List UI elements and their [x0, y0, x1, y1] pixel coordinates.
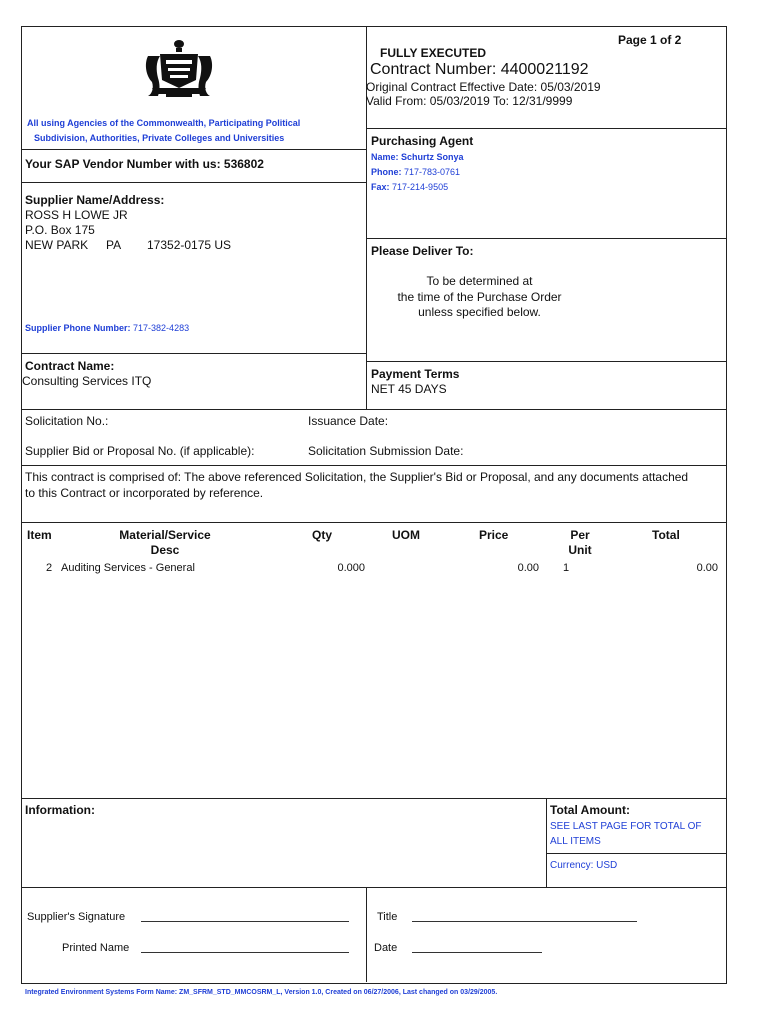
agencies-text: All using Agencies of the Commonwealth, Participating Political [27, 118, 301, 128]
agent-fax-value: 717-214-9505 [392, 182, 449, 192]
deliver-label: Please Deliver To: [371, 244, 474, 258]
row-per: 1 [563, 562, 570, 574]
vendor-number: Your SAP Vendor Number with us: 536802 [25, 157, 264, 171]
supplier-phone-label: Supplier Phone Number: [25, 323, 131, 333]
supplier-label: Supplier Name/Address: [25, 193, 165, 207]
payment-terms-value: NET 45 DAYS [371, 382, 447, 396]
supplier-name: ROSS H LOWE JR [25, 208, 128, 222]
date-label: Date [374, 942, 398, 954]
supplier-zip: 17352-0175 US [147, 238, 232, 252]
page-number: Page 1 of 2 [618, 33, 682, 47]
divider [22, 182, 367, 183]
col-total: Total [652, 528, 680, 542]
agent-phone-value: 717-783-0761 [404, 167, 461, 177]
agent-name [371, 152, 464, 162]
payment-terms-label: Payment Terms [371, 367, 460, 381]
total-amount-label: Total Amount: [550, 803, 630, 817]
row-price: 0.00 [517, 562, 539, 574]
divider [546, 798, 547, 888]
currency: Currency: USD [550, 860, 618, 871]
divider [367, 128, 726, 129]
row-desc: Auditing Services - General [61, 562, 195, 574]
col-per-line2: Unit [568, 543, 592, 557]
agent-name-label: Name: [371, 152, 399, 162]
row-item: 2 [46, 562, 53, 574]
bid-proposal-no: Supplier Bid or Proposal No. (if applicable): [25, 444, 255, 458]
contract-name-value: Consulting Services ITQ [22, 374, 152, 388]
row-total: 0.00 [696, 562, 718, 574]
contract-composition: This contract is comprised of: The above referenced Solicitation, the Supplier's Bid or Proposal, and any documents attached [25, 470, 689, 484]
supplier-phone-value: 717-382-4283 [133, 323, 190, 333]
title-field[interactable] [412, 921, 637, 922]
col-desc [100, 528, 230, 558]
contract-composition: to this Contract or incorporated by reference. [25, 486, 264, 500]
divider [366, 887, 367, 982]
agent-phone [371, 167, 460, 177]
supplier-phone [25, 323, 189, 333]
valid-range: Valid From: 05/03/2019 To: 12/31/9999 [366, 94, 573, 108]
divider [367, 238, 726, 239]
agent-fax [371, 182, 448, 192]
supplier-signature-field[interactable] [141, 921, 349, 922]
divider [22, 887, 726, 888]
supplier-signature-label: Supplier's Signature [27, 911, 126, 923]
deliver-line: To be determined at [426, 274, 533, 288]
title-label: Title [377, 911, 398, 923]
printed-name-label: Printed Name [62, 942, 130, 954]
printed-name-field[interactable] [141, 952, 349, 953]
col-per-line1: Per [570, 528, 590, 542]
divider [22, 409, 726, 410]
table-row [22, 562, 726, 578]
col-uom: UOM [392, 528, 420, 542]
form-footer: Integrated Environment Systems Form Name: ZM_SFRM_STD_MMCOSRM_L, Version 1.0, Created on 06/27/2006, Last changed on 03/29/2005. [25, 989, 498, 996]
col-per-unit [560, 528, 600, 558]
date-field[interactable] [412, 952, 542, 953]
deliver-line: unless specified below. [418, 305, 541, 319]
divider [22, 149, 367, 150]
contract-status: FULLY EXECUTED [380, 46, 487, 60]
issuance-date: Issuance Date: [308, 414, 389, 428]
supplier-box: P.O. Box 175 [25, 223, 95, 237]
row-qty: 0.000 [337, 562, 365, 574]
agent-phone-label: Phone: [371, 167, 402, 177]
divider [22, 798, 726, 799]
divider [22, 353, 367, 354]
agent-fax-label: Fax: [371, 182, 390, 192]
effective-date: Original Contract Effective Date: 05/03/2019 [366, 80, 601, 94]
deliver-line: the time of the Purchase Order [397, 290, 562, 304]
contract-name-label: Contract Name: [25, 359, 115, 373]
supplier-state: PA [106, 238, 122, 252]
submission-date: Solicitation Submission Date: [308, 444, 464, 458]
supplier-city: NEW PARK [25, 238, 89, 252]
total-amount-note: SEE LAST PAGE FOR TOTAL OF [550, 821, 702, 832]
col-desc-line2: Desc [150, 543, 180, 557]
total-amount-note: ALL ITEMS [550, 836, 601, 847]
purchasing-agent-label: Purchasing Agent [371, 134, 474, 148]
agencies-text: Subdivision, Authorities, Private Colleges and Universities [34, 133, 285, 143]
divider [22, 465, 726, 466]
divider [547, 853, 726, 854]
commonwealth-seal [138, 36, 220, 100]
information-label: Information: [25, 803, 95, 817]
divider [367, 361, 726, 362]
col-desc-line1: Material/Service [119, 528, 211, 542]
col-price: Price [479, 528, 509, 542]
contract-number: Contract Number: 4400021192 [370, 61, 589, 78]
solicitation-no: Solicitation No.: [25, 414, 109, 428]
agent-name-value: Schurtz Sonya [401, 152, 464, 162]
col-item: Item [27, 528, 52, 542]
divider [22, 522, 726, 523]
col-qty: Qty [312, 528, 333, 542]
